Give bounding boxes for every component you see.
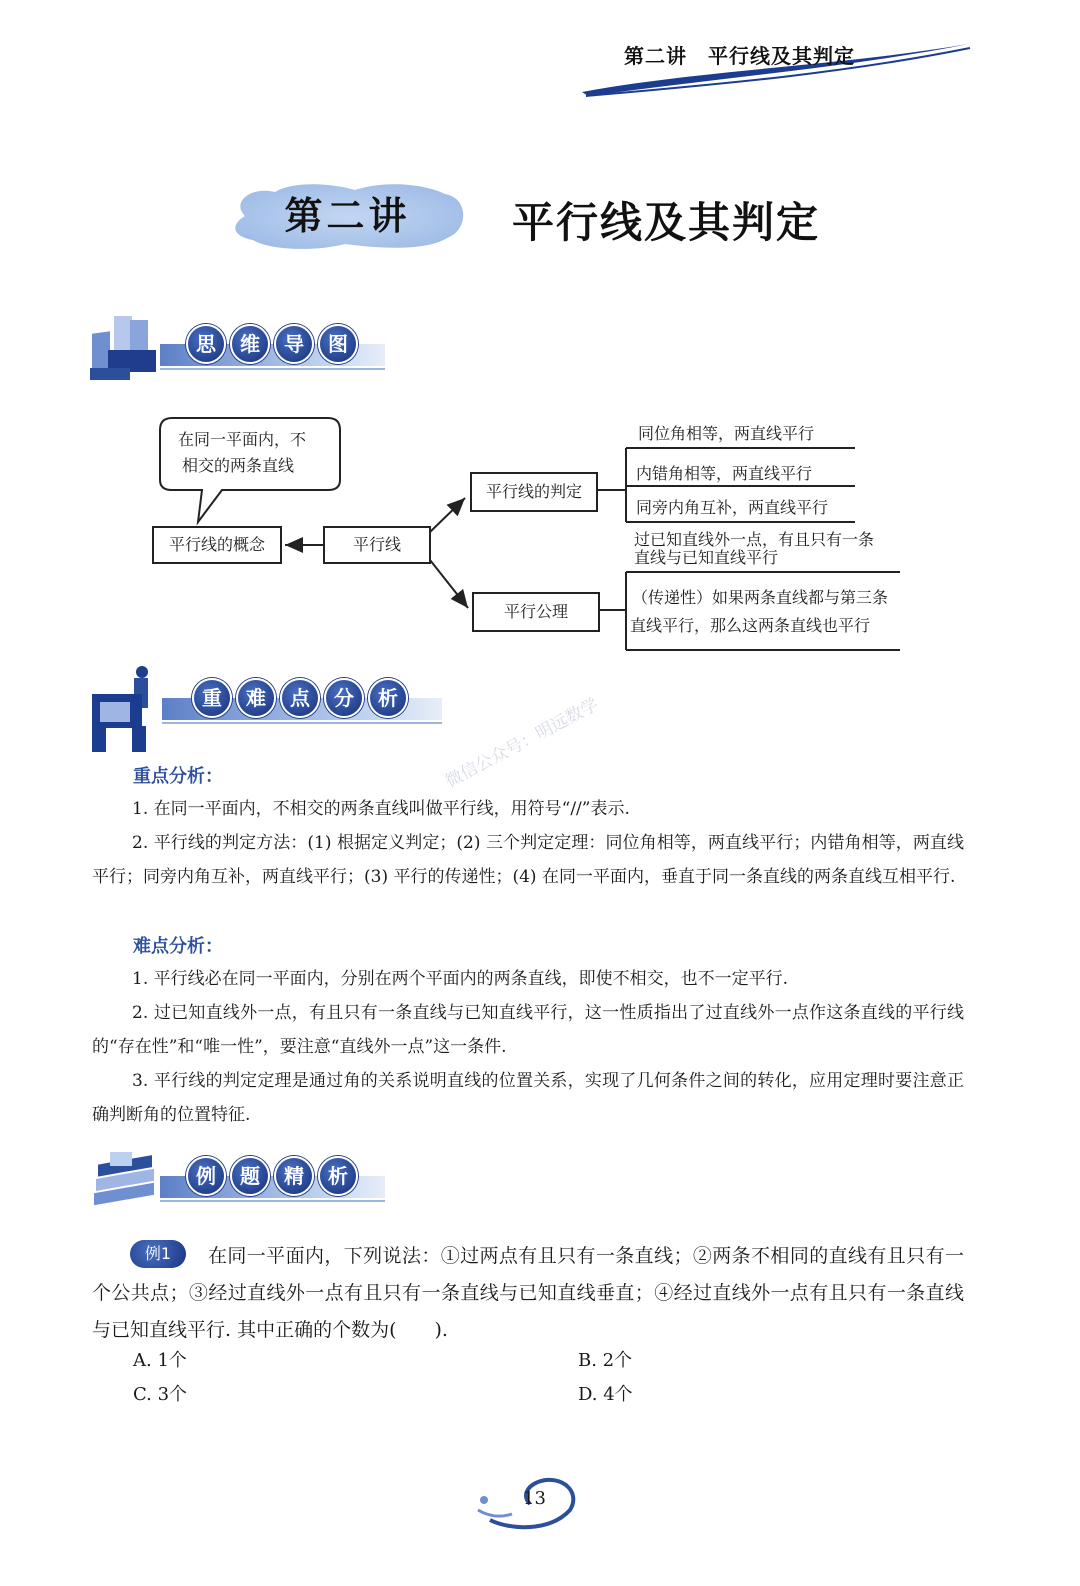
option-d: D. 4个 xyxy=(578,1384,633,1405)
section-char: 点 xyxy=(280,678,320,718)
difficult-point-1: 1. 平行线必在同一平面内，分别在两个平面内的两条直线，即使不相交，也不一定平行. xyxy=(132,969,789,989)
option-a: A. 1个 xyxy=(133,1350,187,1371)
option-c: C. 3个 xyxy=(133,1384,188,1405)
mindmap-node-concept: 平行线的概念 xyxy=(152,526,282,564)
section-char: 析 xyxy=(318,1156,358,1196)
mindmap-diagram xyxy=(140,410,920,660)
mindmap-callout-line: 相交的两条直线 xyxy=(182,456,295,475)
section-char: 析 xyxy=(368,678,408,718)
running-header xyxy=(580,30,980,100)
key-point-2: 2. 平行线的判定方法：(1) 根据定义判定；(2) 三个判定定理：同位角相等，两直线平行；内错角相等，两直线平行；同旁内角互补，两直线平行；(3) 平行的传递性；(4) 在同一平面内，垂直于同一条直线的两条直线互相平行. xyxy=(92,833,964,887)
chapter-badge xyxy=(225,180,470,252)
section-analysis-banner xyxy=(88,664,448,734)
books-icon xyxy=(90,310,162,382)
page-number: 13 xyxy=(523,1488,546,1509)
mindmap-node-axiom: 平行公理 xyxy=(472,592,600,632)
mindmap-node-center: 平行线 xyxy=(323,526,431,564)
section-mindmap-banner xyxy=(90,310,390,380)
option-b: B. 2个 xyxy=(578,1350,633,1371)
section-char: 题 xyxy=(230,1156,270,1196)
watermark: 微信公众号：明远数学 xyxy=(442,694,602,793)
mindmap-rule: 同位角相等，两直线平行 xyxy=(638,424,815,443)
mindmap-rule: 内错角相等，两直线平行 xyxy=(636,464,813,483)
mindmap-transitivity: （传递性）如果两条直线都与第三条 xyxy=(632,588,889,607)
section-char: 分 xyxy=(324,678,364,718)
section-char: 图 xyxy=(318,324,358,364)
section-examples-banner xyxy=(90,1142,390,1212)
section-char: 重 xyxy=(192,678,232,718)
mindmap-transitivity: 直线平行，那么这两条直线也平行 xyxy=(630,616,871,635)
chapter-title: 平行线及其判定 xyxy=(512,198,821,247)
running-title: 第二讲 平行线及其判定 xyxy=(624,44,855,68)
difficult-point-2: 2. 过已知直线外一点，有且只有一条直线与已知直线平行，这一性质指出了过直线外一点作这条直线的平行线的“存在性”和“唯一性”，要注意“直线外一点”这一条件. xyxy=(92,1003,964,1057)
key-point-1: 1. 在同一平面内，不相交的两条直线叫做平行线，用符号“//”表示. xyxy=(132,799,630,819)
desk-figure-icon xyxy=(88,664,164,754)
section-char: 维 xyxy=(230,324,270,364)
mindmap-rule: 同旁内角互补，两直线平行 xyxy=(636,498,829,517)
section-char: 导 xyxy=(274,324,314,364)
difficult-point-3: 3. 平行线的判定定理是通过角的关系说明直线的位置关系，实现了几何条件之间的转化，应用定理时要注意正确判断角的位置特征. xyxy=(92,1071,964,1125)
mindmap-axiom-text: 过已知直线外一点，有且只有一条 xyxy=(634,530,875,549)
mindmap-axiom-text: 直线与已知直线平行 xyxy=(634,548,779,567)
mindmap-node-judgement: 平行线的判定 xyxy=(470,472,598,512)
example-tag: 例1 xyxy=(130,1240,186,1268)
example-question: 在同一平面内，下列说法：①过两点有且只有一条直线；②两条不相同的直线有且只有一个公共点；③经过直线外一点有且只有一条直线与已知直线垂直；④经过直线外一点有且只有一条直线与已知直线平行. 其中正确的个数为( ). xyxy=(92,1245,964,1341)
key-points-label: 重点分析： xyxy=(133,766,223,787)
book-stack-icon xyxy=(90,1142,162,1218)
difficult-points-label: 难点分析： xyxy=(133,936,223,957)
section-char: 例 xyxy=(186,1156,226,1196)
section-char: 思 xyxy=(186,324,226,364)
chapter-label: 第二讲 xyxy=(284,194,411,238)
mindmap-callout-line: 在同一平面内，不 xyxy=(178,430,307,449)
section-char: 精 xyxy=(274,1156,314,1196)
section-char: 难 xyxy=(236,678,276,718)
